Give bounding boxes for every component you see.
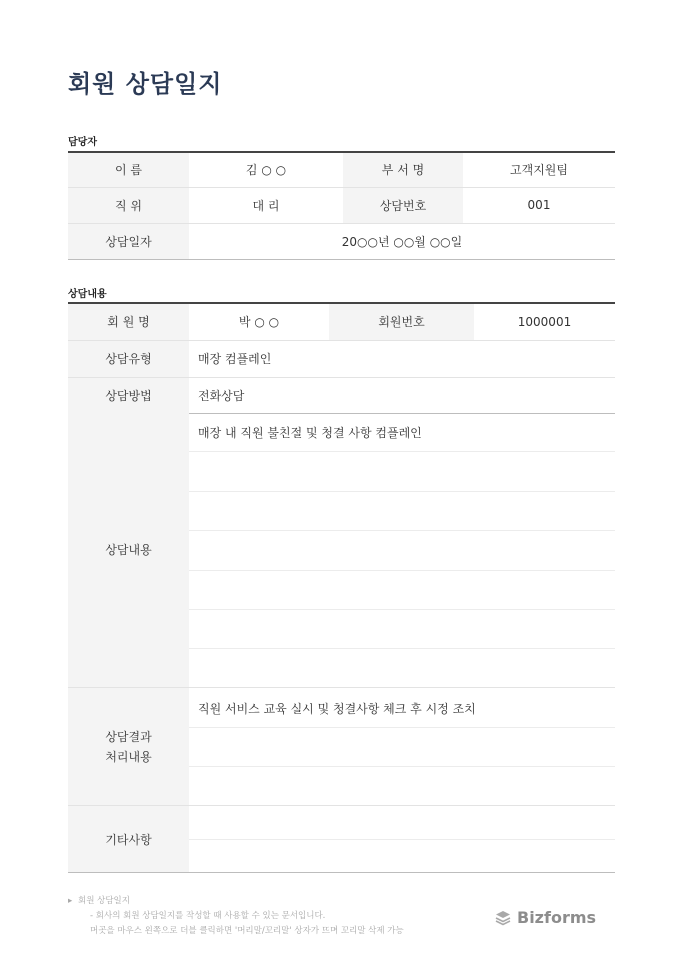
divider (189, 451, 615, 452)
name-label: 이 름 (68, 152, 189, 187)
table-row (68, 152, 615, 187)
result-value[interactable]: 직원 서비스 교육 실시 및 청결사항 체크 후 시정 조치 (198, 702, 476, 716)
content-value[interactable]: 매장 내 직원 불친절 및 청결 사항 컴플레인 (198, 426, 422, 440)
bizforms-logo-icon (495, 910, 511, 926)
date-label: 상담일자 (68, 223, 189, 259)
table-row (68, 223, 615, 259)
result-label-line1: 상담결과 (105, 730, 152, 744)
divider (189, 648, 615, 649)
section-label-content: 상담내용 (68, 289, 107, 300)
page-title: 회원 상담일지 (68, 70, 223, 98)
date-value[interactable]: 20○○년 ○○월 ○○일 (189, 223, 615, 259)
table-row (68, 340, 615, 377)
brand-logo (495, 908, 596, 927)
manager-table (68, 151, 615, 260)
content-label: 상담내용 (68, 412, 189, 688)
method-value[interactable]: 전화상담 (189, 377, 615, 413)
content-header-table (68, 302, 615, 414)
department-value[interactable]: 고객지원팀 (463, 152, 615, 187)
position-value[interactable]: 대 리 (189, 187, 343, 223)
divider (189, 570, 615, 571)
divider (189, 766, 615, 767)
method-label: 상담방법 (68, 377, 189, 413)
consult-no-value[interactable]: 001 (463, 187, 615, 223)
divider (189, 609, 615, 610)
member-no-label: 회원번호 (329, 303, 474, 340)
result-label (68, 688, 189, 806)
consult-no-label: 상담번호 (343, 187, 463, 223)
member-name-label: 회 원 명 (68, 303, 189, 340)
footer-bullet: ▸ (68, 896, 73, 906)
footer-desc: - 회사의 회원 상담일지를 작성할 때 사용할 수 있는 문서입니다. (90, 911, 326, 921)
divider (189, 491, 615, 492)
member-name-value[interactable]: 박 ○ ○ (189, 303, 329, 340)
department-label: 부 서 명 (343, 152, 463, 187)
section-label-manager: 담당자 (68, 137, 97, 148)
type-value[interactable]: 매장 컴플레인 (189, 340, 615, 377)
footer-title: 회원 상담일지 (78, 896, 130, 906)
member-no-value[interactable]: 1000001 (474, 303, 615, 340)
result-label-line2: 처리내용 (105, 750, 152, 764)
table-row (68, 303, 615, 340)
footer-hint: 머곳을 마우스 왼쪽으로 더블 클릭하면 '머리말/꼬리말' 상자가 뜨며 꼬리말 삭제 가능 (90, 926, 404, 936)
divider (189, 530, 615, 531)
divider (189, 839, 615, 840)
name-value[interactable]: 김 ○ ○ (189, 152, 343, 187)
type-label: 상담유형 (68, 340, 189, 377)
etc-label: 기타사항 (68, 806, 189, 873)
brand-name: Bizforms (517, 908, 597, 927)
footer-note (68, 894, 404, 939)
divider (189, 727, 615, 728)
divider (68, 872, 615, 873)
position-label: 직 위 (68, 187, 189, 223)
table-row (68, 187, 615, 223)
content-detail-block (68, 412, 615, 873)
table-row (68, 377, 615, 413)
